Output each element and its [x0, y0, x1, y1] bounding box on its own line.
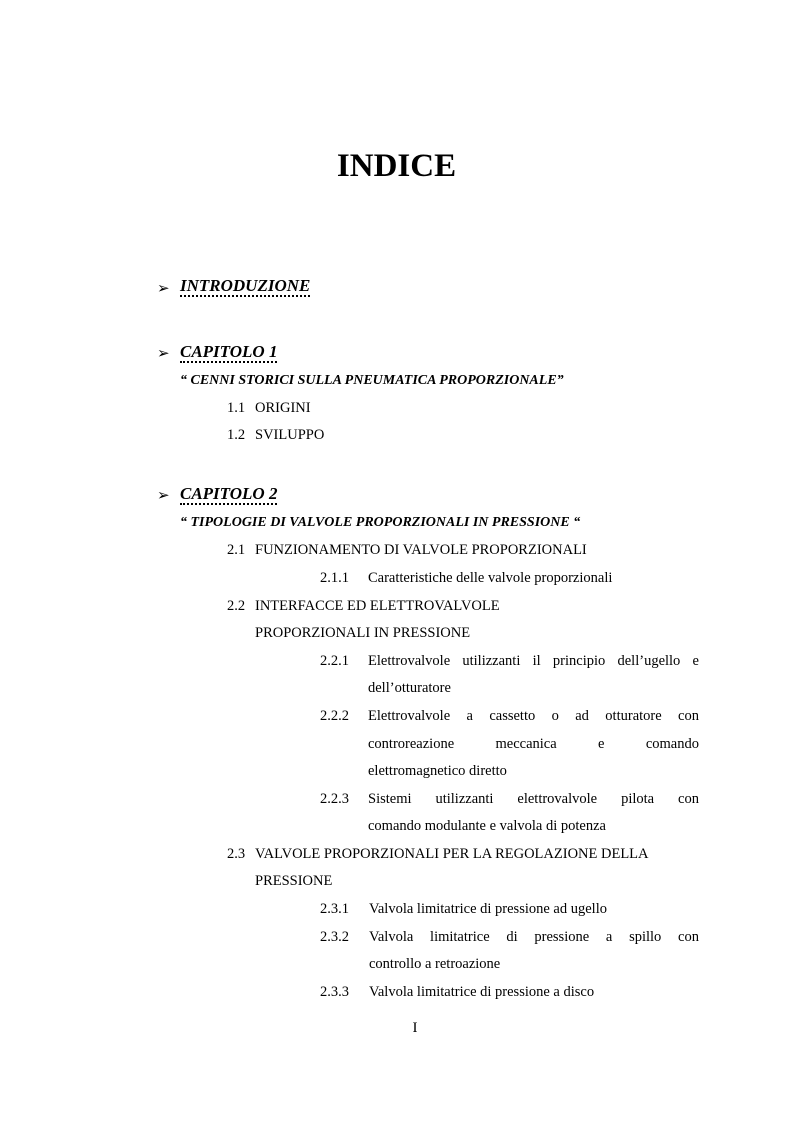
toc-num: 2.1.1 [320, 570, 349, 586]
toc-num: 2.3.3 [320, 984, 349, 1000]
toc-entry-2-2-2-cont[interactable]: controreazione meccanica e comando [368, 736, 699, 752]
section-heading-introduzione[interactable]: INTRODUZIONE [180, 276, 311, 295]
toc-entry-1-2[interactable]: SVILUPPO [255, 427, 325, 443]
chapter-subtitle-1: “ CENNI STORICI SULLA PNEUMATICA PROPORZIONALE” [180, 373, 564, 388]
chapter-heading-1[interactable]: CAPITOLO 1 [180, 342, 278, 361]
toc-num: 2.2.3 [320, 791, 349, 807]
toc-num: 1.2 [227, 427, 246, 443]
toc-entry-2-3-cont[interactable]: PRESSIONE [255, 873, 333, 889]
toc-entry-2-2-2[interactable]: Elettrovalvole a cassetto o ad otturatore con [368, 708, 699, 724]
toc-entry-2-2-2-cont[interactable]: elettromagnetico diretto [368, 763, 507, 779]
toc-num: 2.3 [227, 846, 246, 862]
chapter-heading-2[interactable]: CAPITOLO 2 [180, 484, 278, 503]
toc-num: 2.3.2 [320, 929, 349, 945]
toc-num: 2.3.1 [320, 901, 349, 917]
toc-entry-2-2-3-cont[interactable]: comando modulante e valvola di potenza [368, 818, 606, 834]
page-number: I [412, 1020, 418, 1036]
toc-entry-1-1[interactable]: ORIGINI [255, 400, 311, 416]
toc-num: 1.1 [227, 400, 246, 416]
toc-entry-2-3-1[interactable]: Valvola limitatrice di pressione ad ugello [369, 901, 607, 917]
toc-entry-2-2[interactable]: INTERFACCE ED ELETTROVALVOLE [255, 598, 500, 614]
arrow-bullet-icon: ➢ [157, 488, 170, 504]
toc-entry-2-2-1-cont[interactable]: dell’otturatore [368, 680, 451, 696]
toc-num: 2.2.2 [320, 708, 349, 724]
toc-num: 2.2.1 [320, 653, 349, 669]
toc-entry-2-1-1[interactable]: Caratteristiche delle valvole proporzionali [368, 570, 613, 586]
toc-num: 2.2 [227, 598, 246, 614]
toc-num: 2.1 [227, 542, 246, 558]
page-title: INDICE [336, 148, 457, 184]
toc-entry-2-2-cont[interactable]: PROPORZIONALI IN PRESSIONE [255, 625, 471, 641]
chapter-subtitle-2: “ TIPOLOGIE DI VALVOLE PROPORZIONALI IN PRESSIONE “ [180, 515, 581, 530]
arrow-bullet-icon: ➢ [157, 281, 170, 297]
toc-entry-2-3[interactable]: VALVOLE PROPORZIONALI PER LA REGOLAZIONE DELLA [255, 846, 649, 862]
arrow-bullet-icon: ➢ [157, 346, 170, 362]
toc-entry-2-3-2[interactable]: Valvola limitatrice di pressione a spillo con [369, 929, 699, 945]
toc-entry-2-2-1[interactable]: Elettrovalvole utilizzanti il principio dell’ugello e [368, 653, 699, 669]
toc-entry-2-2-3[interactable]: Sistemi utilizzanti elettrovalvole pilota con [368, 791, 699, 807]
toc-entry-2-3-3[interactable]: Valvola limitatrice di pressione a disco [369, 984, 595, 1000]
toc-entry-2-3-2-cont[interactable]: controllo a retroazione [369, 956, 501, 972]
toc-entry-2-1[interactable]: FUNZIONAMENTO DI VALVOLE PROPORZIONALI [255, 542, 587, 558]
